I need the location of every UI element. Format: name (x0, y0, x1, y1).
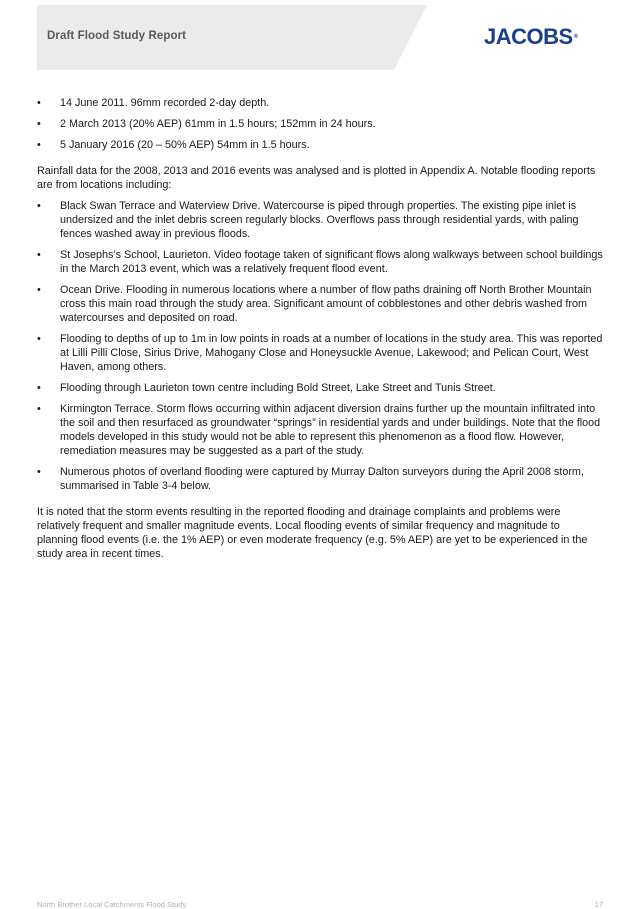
logo-text: JACOBS (484, 24, 573, 49)
paragraph-rainfall-data: Rainfall data for the 2008, 2013 and 2016 events was analysed and is plotted in Appendix A. Notable flooding reports are from locations including: (37, 165, 596, 191)
bullet-icon: • (37, 97, 41, 109)
list-item (37, 465, 603, 493)
bullet-icon: • (37, 333, 41, 345)
list-item-text: Numerous photos of overland flooding were captured by Murray Dalton surveyors during the April 2008 storm, summarised in Table 3-4 below. (60, 466, 584, 492)
bullet-icon: • (37, 139, 41, 151)
list-item-text: 5 January 2016 (20 – 50% AEP) 54mm in 1.5 hours. (60, 139, 310, 151)
footer-document-name: North Brother Local Catchments Flood Study (37, 900, 187, 909)
bullet-icon: • (37, 118, 41, 130)
bullet-icon: • (37, 200, 41, 212)
bullet-icon: • (37, 382, 41, 394)
list-item-text: Black Swan Terrace and Waterview Drive. Watercourse is piped through properties. The existing pipe inlet is undersized and the inlet debris screen regularly blocks. Overflows pass through residential yards, with paling fences washed away in previous floods. (60, 200, 579, 240)
list-item (37, 199, 603, 241)
list-item-text: St Josephs’s School, Laurieton. Video footage taken of significant flows along walkways between school buildings in the March 2013 event, which was a relatively frequent flood event. (60, 249, 603, 275)
bullet-icon: • (37, 466, 41, 478)
rainfall-events-list (37, 96, 603, 152)
list-item (37, 381, 603, 395)
flooding-locations-list (37, 199, 603, 493)
registered-mark: ® (573, 34, 579, 40)
list-item-text: Kirmington Terrace. Storm flows occurring within adjacent diversion drains further up the mountain infiltrated into the soil and then resurfaced as groundwater “springs” in residential yards and under buildings. Note that the flood models developed in this study would not be able to represent this phenomenon as a flood flow. However, remediation measures may be suggested as a part of the study. (60, 403, 601, 457)
page-number: 17 (594, 900, 603, 909)
bullet-icon: • (37, 403, 41, 415)
list-item (37, 332, 603, 374)
list-item-text: Flooding to depths of up to 1m in low points in roads at a number of locations in the study area. This was reported at Lilli Pilli Close, Sirius Drive, Mahogany Close and Honeysuckle Avenue, Lakewood; and Pelican Court, West Haven, among others. (60, 333, 603, 373)
list-item-text: 14 June 2011. 96mm recorded 2-day depth. (60, 97, 270, 109)
list-item-text: 2 March 2013 (20% AEP) 61mm in 1.5 hours; 152mm in 24 hours. (60, 118, 376, 130)
report-title: Draft Flood Study Report (47, 30, 187, 42)
list-item (37, 283, 603, 325)
list-item (37, 402, 603, 458)
paragraph-storm-events: It is noted that the storm events resulting in the reported flooding and drainage complaints and problems were relatively frequent and smaller magnitude events. Local flooding events of similar frequency and magnitude to planning flood events (i.e. the 1% AEP) or even moderate frequency (e.g. 5% AEP) are yet to be experienced in the study area in recent times. (37, 506, 588, 560)
bullet-icon: • (37, 249, 41, 261)
bullet-icon: • (37, 284, 41, 296)
list-item (37, 248, 603, 276)
list-item (37, 117, 603, 131)
list-item (37, 96, 603, 110)
list-item (37, 138, 603, 152)
list-item-text: Ocean Drive. Flooding in numerous locations where a number of flow paths draining off North Brother Mountain cross this main road through the study area. Significant amount of cobblestones and other debris washed from watercourses and deposited on road. (60, 284, 592, 324)
document-body (37, 96, 603, 568)
list-item-text: Flooding through Laurieton town centre including Bold Street, Lake Street and Tunis Street. (60, 382, 496, 394)
page-footer (37, 900, 603, 909)
jacobs-logo (484, 26, 578, 48)
